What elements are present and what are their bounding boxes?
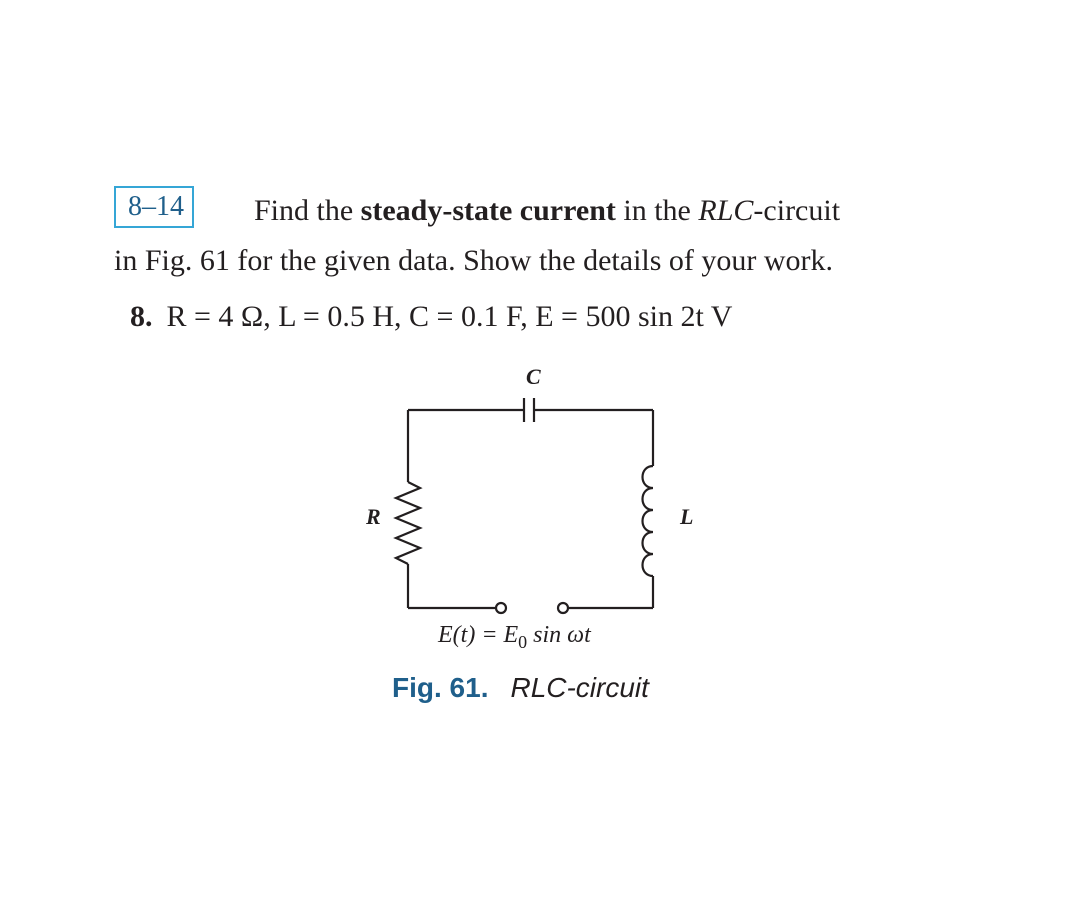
figure-title: RLC-circuit — [510, 672, 649, 703]
emf-equation — [438, 622, 591, 653]
problem-statement-line1 — [254, 194, 840, 228]
statement-emphasis: steady-state current — [360, 194, 616, 227]
problem-number-box: 8–14 — [114, 186, 194, 228]
statement-text: -circuit — [753, 194, 841, 227]
statement-text: Find the — [254, 194, 361, 227]
inductor-coil — [643, 466, 654, 576]
emf-lhs: E(t) = E — [438, 622, 519, 648]
item-number: 8. — [130, 300, 153, 333]
statement-text: in the — [615, 194, 699, 227]
capacitor-label: C — [526, 364, 541, 389]
terminal-right — [558, 603, 568, 613]
terminal-left — [496, 603, 506, 613]
emf-rhs: sin ωt — [527, 622, 591, 648]
resistor-zigzag — [396, 482, 420, 564]
inductor-label: L — [680, 504, 694, 529]
problem-statement-line2: in Fig. 61 for the given data. Show the details of your work. — [114, 244, 834, 277]
given-values: R = 4 Ω, L = 0.5 H, C = 0.1 F, E = 500 sin 2t V — [166, 300, 733, 333]
statement-italic: RLC — [698, 194, 754, 227]
figure-number: Fig. 61. — [392, 672, 489, 703]
figure-caption — [392, 672, 649, 704]
resistor-label: R — [366, 504, 381, 529]
given-data — [130, 300, 732, 334]
emf-subscript: 0 — [518, 631, 528, 652]
